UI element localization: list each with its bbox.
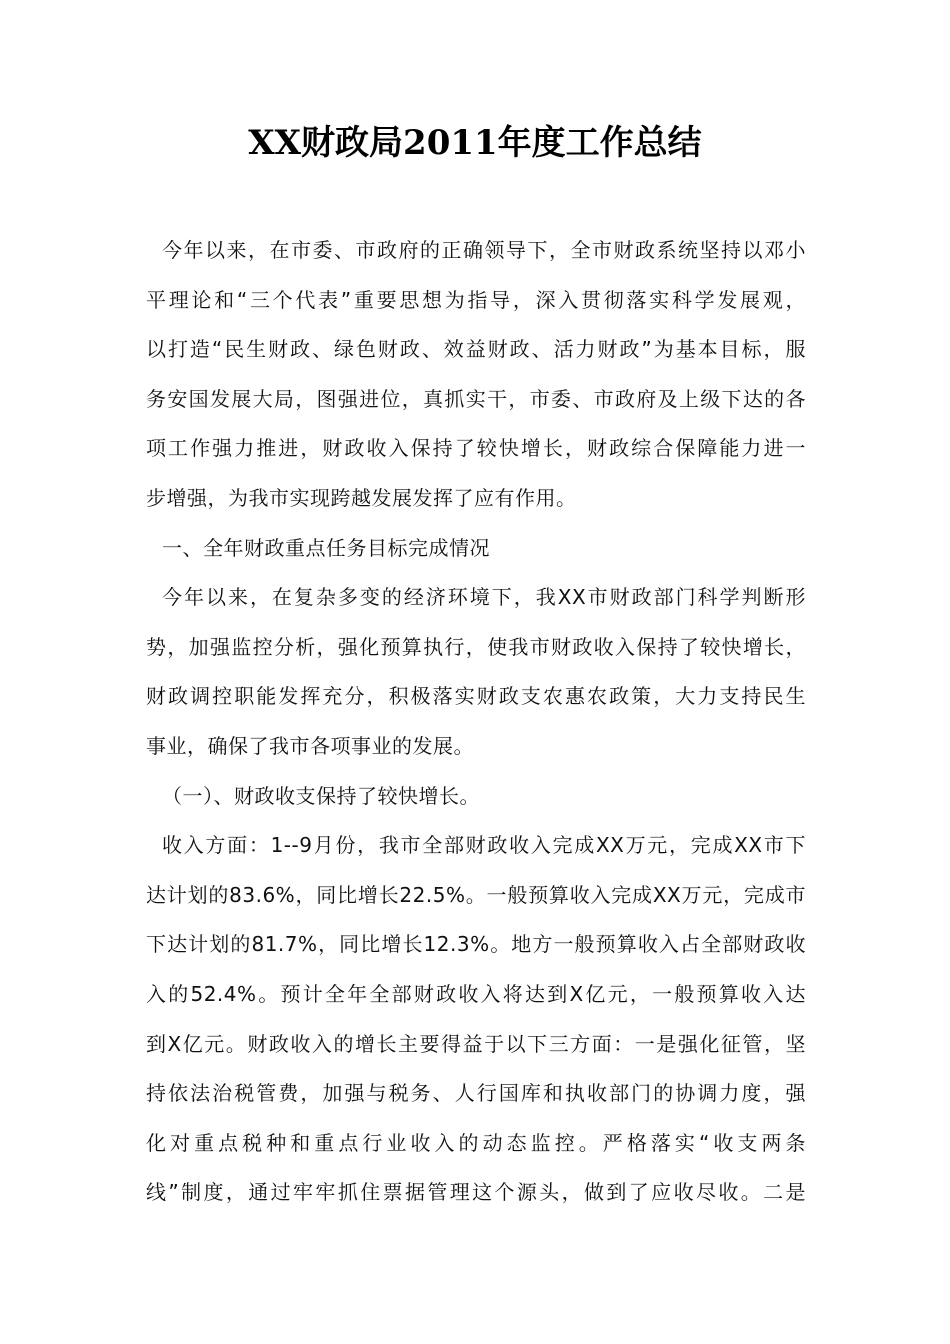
paragraph-line: 财政调控职能发挥充分，积极落实财政支农惠农政策，大力支持民生 (146, 684, 806, 709)
paragraph-line: 到X亿元。财政收入的增长主要得益于以下三方面：一是强化征管，坚 (146, 1031, 806, 1056)
paragraph-line: 项工作强力推进，财政收入保持了较快增长，财政综合保障能力进一 (146, 436, 806, 461)
paragraph-line: 下达计划的81.7%，同比增长12.3%。地方一般预算收入占全部财政收 (146, 932, 806, 957)
paragraph-line: 入的52.4%。预计全年全部财政收入将达到X亿元，一般预算收入达 (146, 981, 806, 1006)
paragraph-line: 平理论和“三个代表”重要思想为指导，深入贯彻落实科学发展观， (146, 287, 806, 312)
paragraph-line: 收入方面：1--9月份，我市全部财政收入完成XX万元，完成XX市下 (162, 833, 806, 858)
paragraph-line: 事业，确保了我市各项事业的发展。 (146, 733, 474, 758)
document-title: XX财政局2011年度工作总结 (248, 123, 702, 163)
paragraph-line: 持依法治税管费，加强与税务、人行国库和执收部门的协调力度，强 (146, 1081, 806, 1106)
paragraph-line: 达计划的83.6%，同比增长22.5%。一般预算收入完成XX万元，完成市 (146, 882, 806, 907)
paragraph-line: 线”制度，通过牢牢抓住票据管理这个源头，做到了应收尽收。二是 (146, 1180, 806, 1205)
paragraph-line: 务安国发展大局，图强进位，真抓实干，市委、市政府及上级下达的各 (146, 386, 806, 411)
section-heading: 一、全年财政重点任务目标完成情况 (162, 535, 490, 560)
document-body (146, 226, 806, 1218)
paragraph-line: 化对重点税种和重点行业收入的动态监控。严格落实“收支两条 (146, 1130, 806, 1155)
subsection-heading: （一）、财政收支保持了较快增长。 (162, 783, 480, 808)
paragraph-line: 势，加强监控分析，强化预算执行，使我市财政收入保持了较快增长， (146, 634, 806, 659)
paragraph-line: 今年以来，在复杂多变的经济环境下，我XX市财政部门科学判断形 (162, 585, 806, 610)
paragraph-line: 以打造“民生财政、绿色财政、效益财政、活力财政”为基本目标，服 (146, 337, 806, 362)
paragraph-line: 步增强，为我市实现跨越发展发挥了应有作用。 (146, 485, 577, 510)
paragraph-line: 今年以来，在市委、市政府的正确领导下，全市财政系统坚持以邓小 (162, 238, 806, 262)
